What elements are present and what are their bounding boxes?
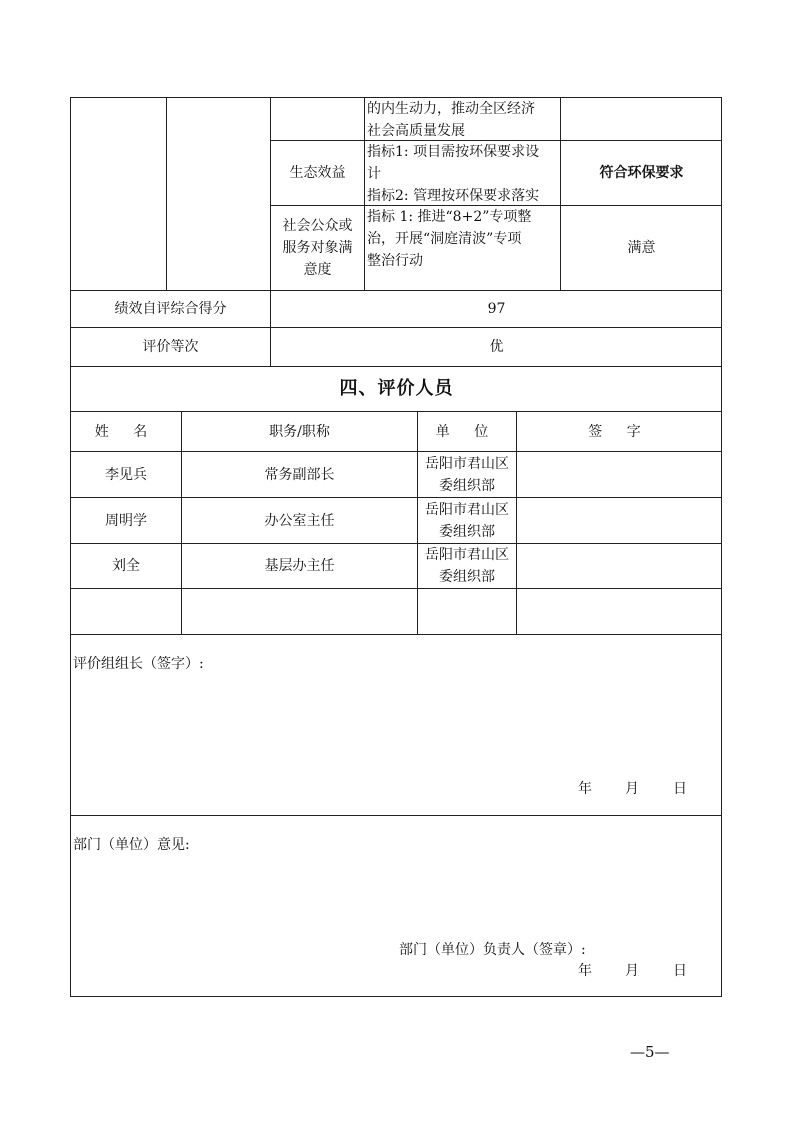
month-label: 月 (625, 781, 639, 797)
text-line: 指标1: 项目需按环保要求设 (367, 144, 540, 160)
name-text: 刘全 (112, 558, 140, 574)
evaluation-table (70, 97, 722, 997)
text-line: 社会公众或 (282, 218, 353, 234)
grade-value (270, 327, 722, 366)
person-signature[interactable] (516, 497, 722, 543)
satisfaction-result (560, 205, 722, 290)
person-name (70, 451, 181, 497)
person-name (70, 543, 181, 588)
person-title (181, 497, 417, 543)
blank-cell (70, 97, 166, 290)
value-text: 优 (489, 339, 504, 355)
header-text: 姓 名 (94, 423, 158, 440)
value-text: 97 (487, 301, 506, 317)
text-line: 意度 (303, 262, 332, 278)
label-text: 绩效自评综合得分 (114, 301, 227, 317)
dept-opinion-block[interactable] (70, 815, 722, 997)
blank-cell (166, 97, 270, 290)
year-label: 年 (578, 963, 592, 979)
text-line: 委组织部 (439, 523, 495, 540)
day-label: 日 (673, 963, 687, 979)
result-text: 符合环保要求 (599, 165, 684, 181)
blank-cell (270, 97, 364, 140)
blank-cell (516, 588, 722, 634)
text-line: 岳阳市君山区 (425, 547, 509, 563)
eco-indicator (364, 140, 560, 205)
grade-label (70, 327, 270, 366)
header-signature (516, 411, 722, 451)
month-label: 月 (625, 963, 639, 979)
header-text: 单 位 (435, 423, 499, 440)
day-label: 日 (673, 781, 687, 797)
blank-cell (70, 588, 181, 634)
score-label (70, 290, 270, 327)
person-unit (417, 497, 516, 543)
eco-result (560, 140, 722, 205)
category-text: 生态效益 (289, 165, 346, 181)
person-signature[interactable] (516, 543, 722, 588)
text-line: 指标 1: 推进“8+2”专项整 (367, 209, 532, 225)
leader-signature-block[interactable] (70, 634, 722, 815)
title-text: 四、评价人员 (339, 378, 454, 399)
blank-cell (181, 588, 417, 634)
leader-sign-label: 评价组组长（签字）: (73, 656, 204, 672)
econ-result (560, 97, 722, 140)
header-name (70, 411, 181, 451)
text-line: 治，开展“洞庭清波”专项 (367, 231, 522, 247)
satisfaction-category (270, 205, 364, 290)
text-line: 服务对象满 (282, 240, 353, 256)
person-title (181, 543, 417, 588)
text-line: 的内生动力，推动全区经济 (367, 101, 535, 117)
text-line: 整治行动 (367, 253, 423, 269)
header-text: 签 字 (588, 423, 651, 440)
text-line: 岳阳市君山区 (425, 501, 509, 518)
text-line: 社会高质量发展 (367, 123, 465, 139)
blank-cell (417, 588, 516, 634)
name-text: 周明学 (105, 512, 147, 529)
result-text: 满意 (627, 240, 656, 256)
header-text: 职务/职称 (269, 423, 330, 440)
person-name (70, 497, 181, 543)
text-line: 委组织部 (439, 477, 495, 494)
score-value (270, 290, 722, 327)
title-text: 常务副部长 (264, 466, 335, 483)
eco-category (270, 140, 364, 205)
title-text: 办公室主任 (264, 512, 335, 529)
header-unit (417, 411, 516, 451)
person-unit (417, 543, 516, 588)
label-text: 评价等次 (142, 339, 199, 355)
responsible-label: 部门（单位）负责人（签章）: (399, 942, 586, 958)
name-text: 李见兵 (105, 466, 147, 483)
page-number: —5— (630, 1043, 670, 1061)
year-label: 年 (578, 781, 592, 797)
person-title (181, 451, 417, 497)
text-line: 指标2: 管理按环保要求落实 (367, 188, 540, 204)
section-title (70, 366, 722, 411)
text-line: 计 (367, 166, 381, 182)
title-text: 基层办主任 (264, 558, 335, 574)
text-line: 委组织部 (439, 569, 495, 585)
person-signature[interactable] (516, 451, 722, 497)
satisfaction-indicator (364, 205, 560, 290)
econ-indicator (364, 97, 560, 140)
text-line: 岳阳市君山区 (425, 455, 509, 472)
person-unit (417, 451, 516, 497)
header-title (181, 411, 417, 451)
dept-opinion-label: 部门（单位）意见: (73, 837, 190, 853)
